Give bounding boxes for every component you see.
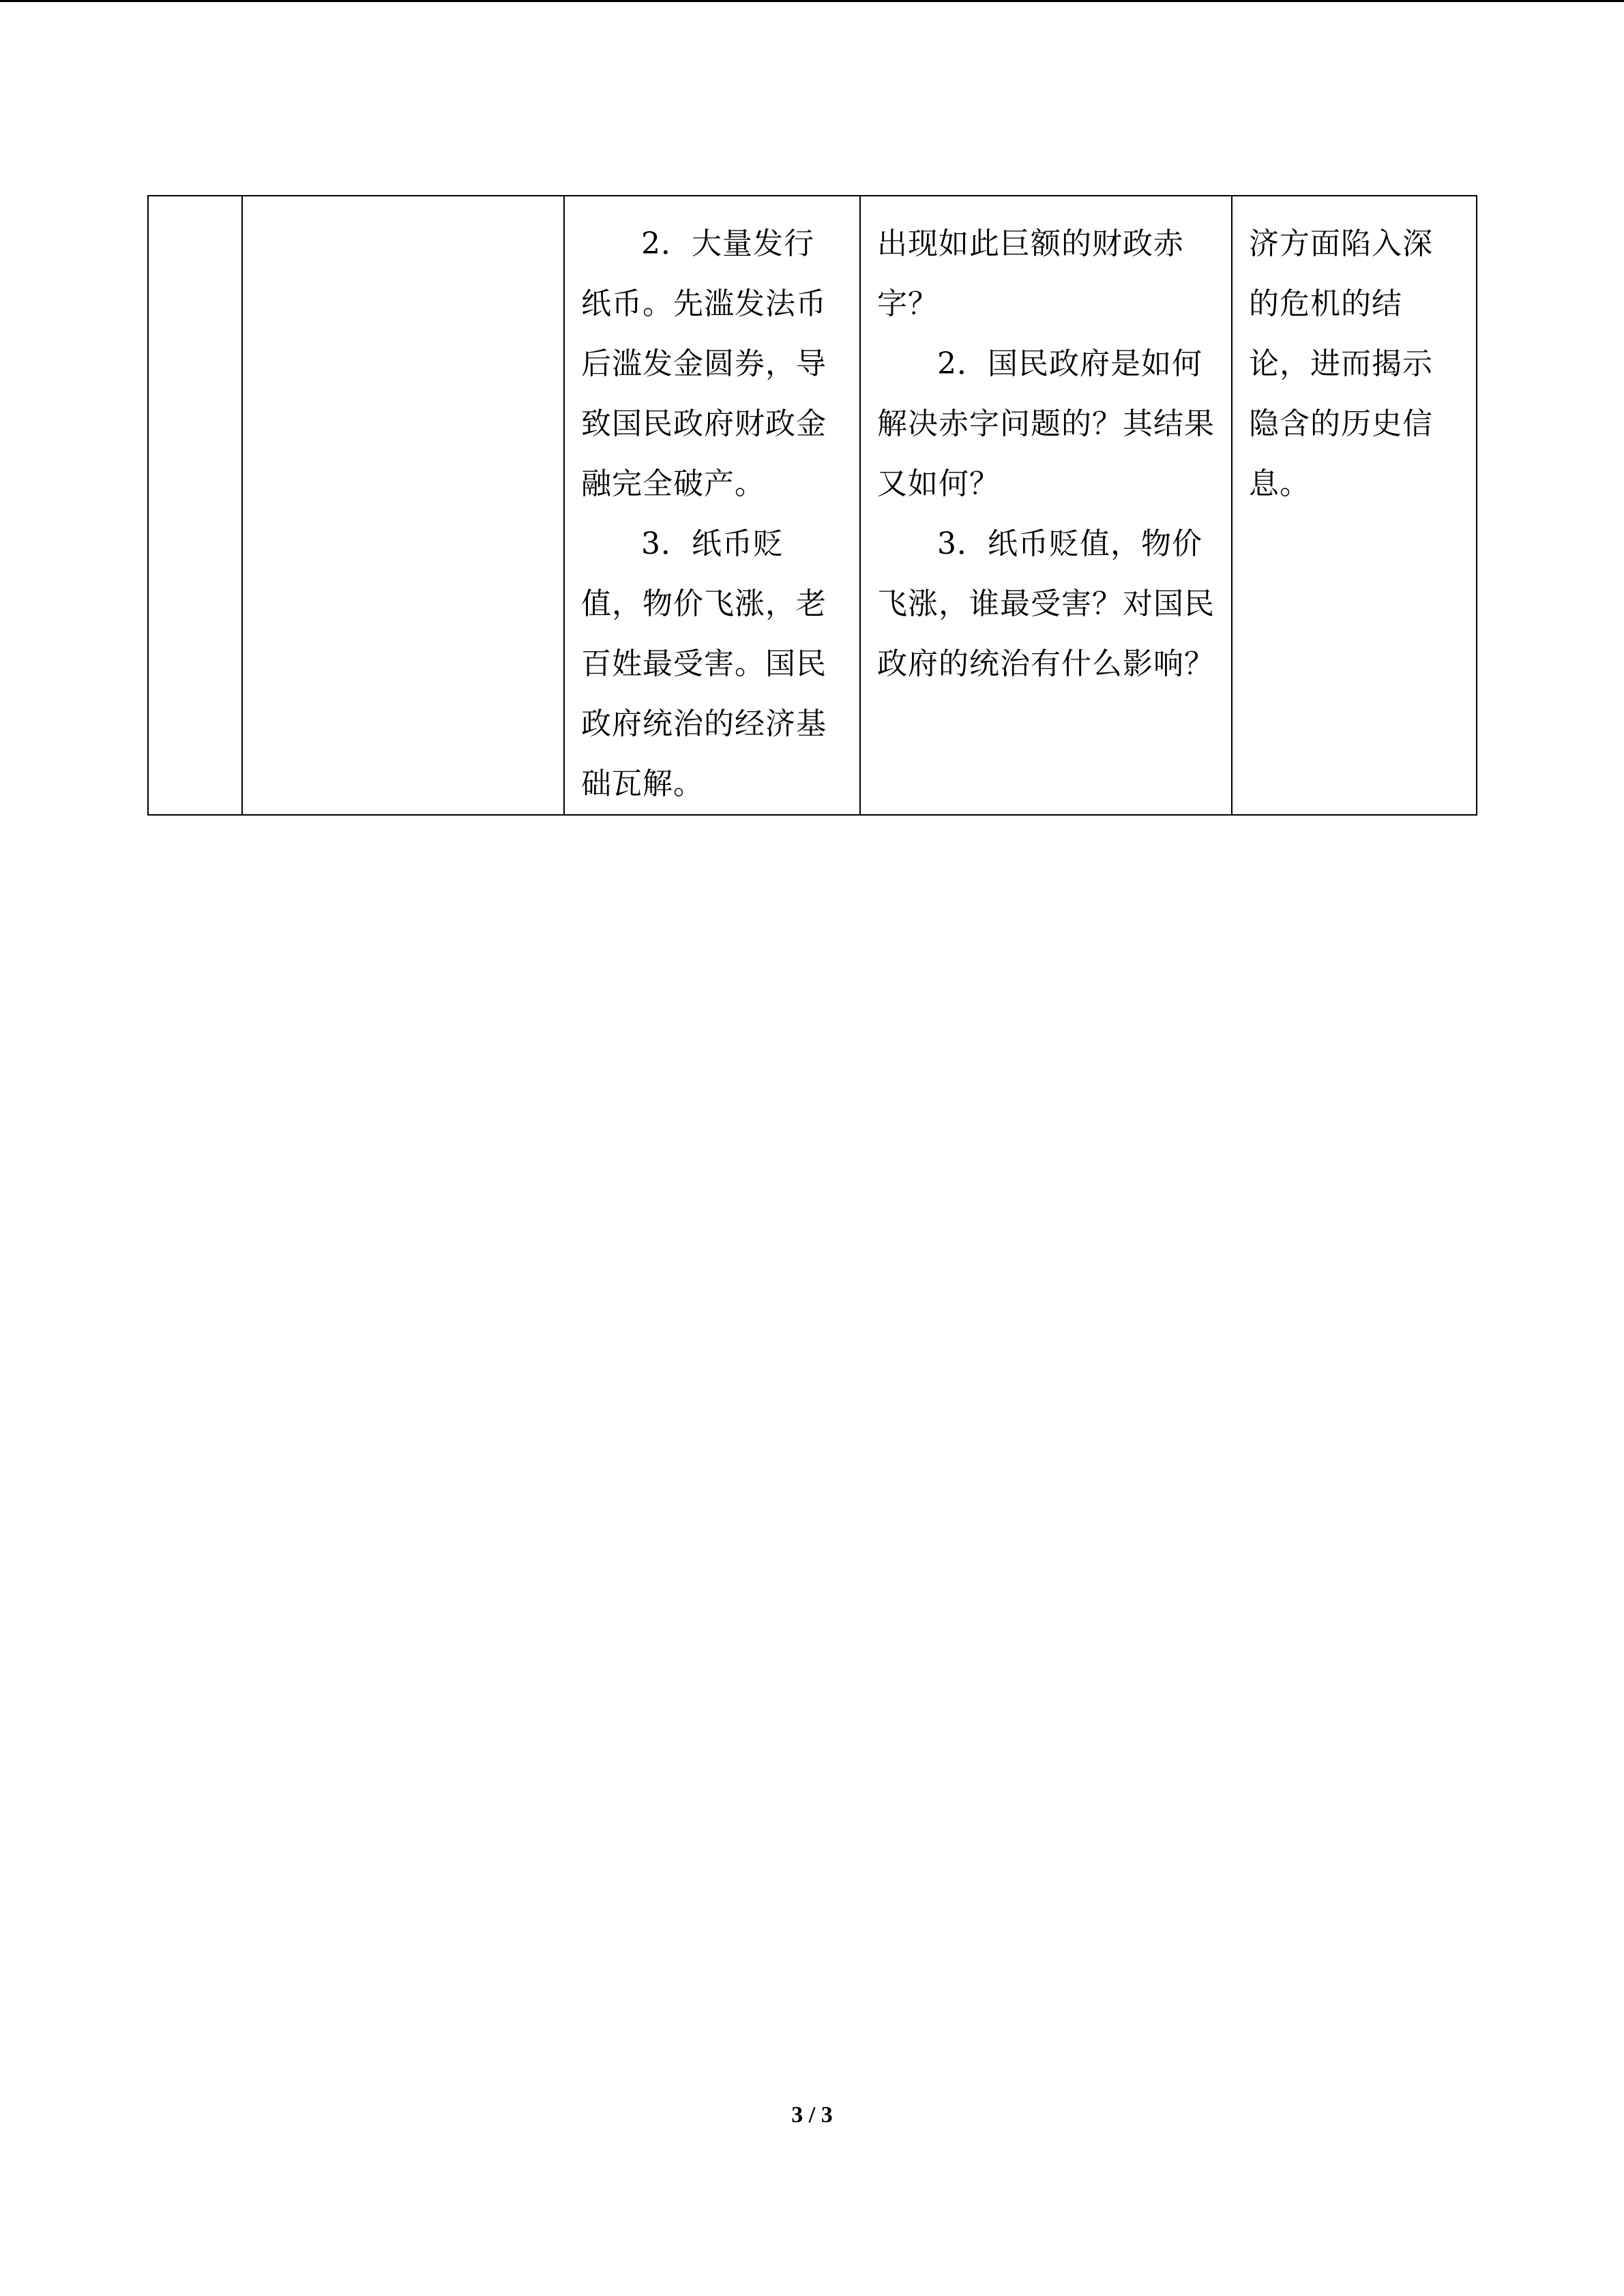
table-cell-intent [1232, 196, 1477, 815]
table-row [148, 196, 1477, 815]
question-paragraph: 出现如此巨额的财政赤字？ [877, 226, 1184, 321]
lesson-plan-table [147, 195, 1477, 816]
page-number: 3 / 3 [791, 2102, 833, 2128]
content-paragraph: 3．纸币贬值，物价飞涨，老百姓最受害。国民政府统治的经济基础瓦解。 [581, 526, 827, 801]
intent-paragraph: 济方面陷入深的危机的结论，进而揭示隐含的历史信息。 [1249, 226, 1433, 501]
table-cell-questions [860, 196, 1232, 815]
content-paragraph: 2．大量发行纸币。先滥发法币后滥发金圆券，导致国民政府财政金融完全破产。 [581, 226, 827, 501]
table-cell-content [564, 196, 860, 815]
question-paragraph: 2．国民政府是如何解决赤字问题的？其结果又如何？ [877, 346, 1215, 501]
table-cell-empty-2 [242, 196, 564, 815]
table-cell-empty-1 [148, 196, 242, 815]
question-paragraph: 3．纸币贬值，物价飞涨，谁最受害？对国民政府的统治有什么影响？ [877, 526, 1215, 681]
top-border-line [0, 0, 1624, 2]
